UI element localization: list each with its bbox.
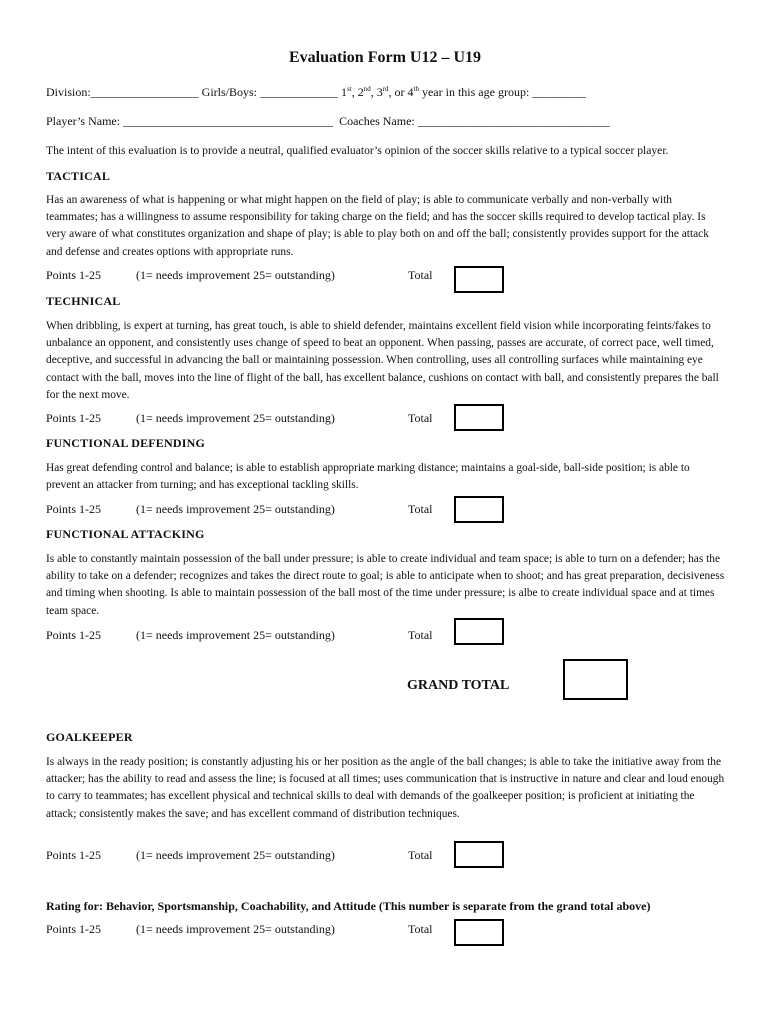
technical-points-label: Points 1-25 bbox=[46, 411, 102, 425]
goalkeeper-total-box[interactable] bbox=[454, 841, 504, 868]
coach-name-label: Coaches Name: bbox=[339, 114, 415, 128]
year-3: 3rd bbox=[376, 85, 389, 99]
rating-points-label: Points 1-25 bbox=[46, 922, 102, 936]
attacking-total-box[interactable] bbox=[454, 618, 504, 645]
attacking-description: Is able to constantly maintain possession of the ball under pressure; is able to create individual and team space; is able to turn on a defender; has the ability to take on a defender; recognizes and takes the direct route to goal; is able to anticipate when to shoot; and has great preparation, decisiveness and timing when shooting. Is able to maintain possession of the ball most of the time under pressure; is albe to create individual space and at times team space. bbox=[46, 553, 725, 617]
rating-total-label: Total bbox=[408, 922, 433, 936]
goalkeeper-scale-label: (1= needs improvement 25= outstanding) bbox=[136, 848, 335, 862]
technical-total-box[interactable] bbox=[454, 404, 504, 431]
division-line: Division:__________________ Girls/Boys: _____________ 1st, 2nd, 3rd, or 4th year in this age group: _________ bbox=[46, 85, 587, 99]
year-label: year in this age group: bbox=[421, 85, 530, 99]
year-2: 2nd bbox=[357, 85, 371, 99]
defending-total-label: Total bbox=[408, 502, 433, 516]
player-name-label: Player’s Name: bbox=[46, 114, 121, 128]
girls-boys-label: Girls/Boys: bbox=[201, 85, 258, 99]
attacking-scale-label: (1= needs improvement 25= outstanding) bbox=[136, 628, 335, 642]
technical-scale-label: (1= needs improvement 25= outstanding) bbox=[136, 411, 335, 425]
defending-scale-label: (1= needs improvement 25= outstanding) bbox=[136, 502, 335, 516]
names-line bbox=[46, 114, 610, 129]
year-1: 1st bbox=[341, 85, 352, 99]
attacking-total-label: Total bbox=[408, 628, 433, 642]
attacking-heading: FUNCTIONAL ATTACKING bbox=[46, 527, 205, 541]
goalkeeper-points-label: Points 1-25 bbox=[46, 848, 102, 862]
division-field[interactable]: __________________ bbox=[90, 85, 199, 99]
page-title: Evaluation Form U12 – U19 bbox=[289, 49, 481, 66]
tactical-total-box[interactable] bbox=[454, 266, 504, 293]
division-label: Division: bbox=[46, 85, 91, 99]
year-4: or 4th bbox=[394, 85, 419, 99]
tactical-scale-label: (1= needs improvement 25= outstanding) bbox=[136, 268, 335, 282]
tactical-points-label: Points 1-25 bbox=[46, 268, 102, 282]
technical-heading: TECHNICAL bbox=[46, 294, 121, 308]
defending-total-box[interactable] bbox=[454, 496, 504, 523]
grand-total-label: GRAND TOTAL bbox=[407, 678, 510, 693]
rating-heading: Rating for: Behavior, Sportsmanship, Coachability, and Attitude (This number is separate from the grand total above) bbox=[46, 899, 651, 913]
tactical-description: Has an awareness of what is happening or what might happen on the field of play; is able to communicate verbally and non-verbally with teammates; has a willingness to assume responsibility for taking charge on the field; and has the soccer skills required to develop tactical play. Is very aware of what constitutes organization and shape of play; is able to play both on and off the ball; consistently provides support for the attack and defense and creates options with appropriate runs. bbox=[46, 194, 709, 258]
technical-total-label: Total bbox=[408, 411, 433, 425]
goalkeeper-description: Is always in the ready position; is constantly adjusting his or her position as the angle of the ball changes; is able to take the initiative away from the attacker; has the ability to read and assess the line; is focused at all times; uses communication that is instructive in nature and clear and loud enough to carry to teammates; has excellent physical and technical skills to deal with demands of the goalkeeper position; is proficient at initiating the attack; consistently makes the save; and has excellent command of distribution techniques. bbox=[46, 756, 725, 820]
attacking-points-label: Points 1-25 bbox=[46, 628, 102, 642]
player-name-field[interactable]: ___________________________________ bbox=[123, 114, 334, 128]
tactical-heading: TACTICAL bbox=[46, 169, 111, 183]
technical-description: When dribbling, is expert at turning, has great touch, is able to shield defender, maintains excellent field vision while incorporating feints/fakes to unbalance an opponent, and consistently uses change of speed to beat an opponent. When passing, passes are accurate, of correct pace, well timed, deceptive, and successful in advancing the ball or maintaining possession. When controlling, uses all controlling surfaces while maintaining eye contact with the ball, moves into the line of flight of the ball, has excellent balance, cushions on contact with ball, and consistently prepares the ball for the next move. bbox=[46, 320, 719, 401]
year-field[interactable]: _________ bbox=[532, 85, 587, 99]
goalkeeper-total-label: Total bbox=[408, 848, 433, 862]
grand-total-box[interactable] bbox=[563, 659, 628, 700]
intent-text: The intent of this evaluation is to provide a neutral, qualified evaluator’s opinion of the soccer skills relative to a typical soccer player. bbox=[46, 144, 669, 157]
tactical-total-label: Total bbox=[408, 268, 433, 282]
girls-boys-field[interactable]: _____________ bbox=[260, 85, 339, 99]
rating-scale-label: (1= needs improvement 25= outstanding) bbox=[136, 922, 335, 936]
coach-name-field[interactable]: ________________________________ bbox=[417, 114, 610, 128]
goalkeeper-heading: GOALKEEPER bbox=[46, 730, 133, 744]
rating-total-box[interactable] bbox=[454, 919, 504, 946]
defending-description: Has great defending control and balance; is able to establish appropriate marking distance; maintains a goal-side, ball-side position; is able to prevent an attacker from turning; and has exceptional tackling skills. bbox=[46, 462, 690, 492]
defending-heading: FUNCTIONAL DEFENDING bbox=[46, 436, 206, 450]
defending-points-label: Points 1-25 bbox=[46, 502, 102, 516]
